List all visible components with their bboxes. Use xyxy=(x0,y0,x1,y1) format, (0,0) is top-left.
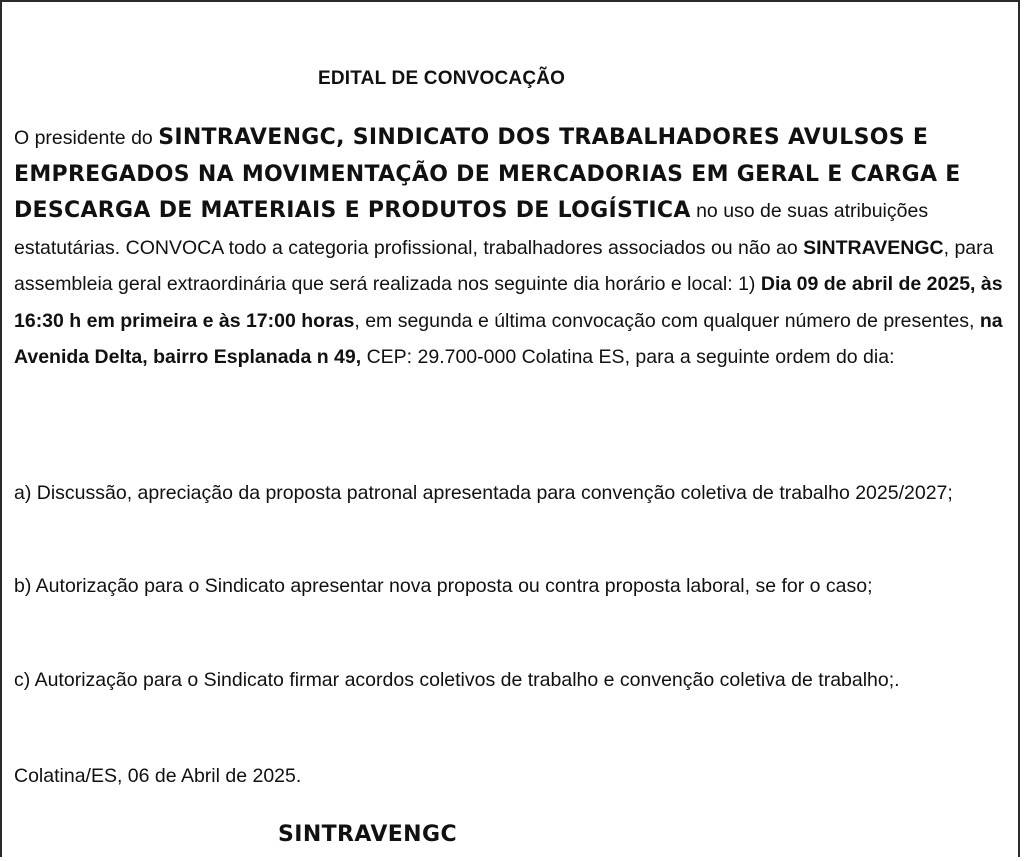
meeting-schedule: Dia 09 de abril de 2025, às 16:30 h em primeira e às 17:00 horas xyxy=(14,273,1003,332)
agenda-item-b: b) Autorização para o Sindicato apresentar nova proposta ou contra proposta laboral, se for o caso; xyxy=(14,575,873,597)
intro-text-3: , em segunda e última convocação com qualquer número de presentes, xyxy=(354,309,980,332)
intro-text-1: no uso de suas atribuições estatutárias. CONVOCA todo a categoria profissional, trabalhadores associados ou não ao xyxy=(14,200,929,259)
agenda-item-c: c) Autorização para o Sindicato firmar acordos coletivos de trabalho e convenção coletiva de trabalho;. xyxy=(14,669,900,691)
intro-text-4: CEP: 29.700-000 Colatina ES, para a seguinte ordem do dia: xyxy=(361,346,895,368)
intro-paragraph xyxy=(14,120,1010,376)
union-short-name: SINTRAVENGC xyxy=(803,236,944,259)
document-title: EDITAL DE CONVOCAÇÃO xyxy=(318,68,566,89)
union-full-name: SINTRAVENGC, SINDICATO DOS TRABALHADORES AVULSOS E EMPREGADOS NA MOVIMENTAÇÃO DE MERCADORIAS EM GERAL E CARGA E DESCARGA DE MATERIAIS E PRODUTOS DE LOGÍSTICA xyxy=(14,125,961,223)
signature: SINTRAVENGC xyxy=(278,822,457,847)
intro-text-2: , para assembleia geral extraordinária que será realizada nos seguinte dia horário e local: 1) xyxy=(14,236,994,295)
meeting-address: na Avenida Delta, bairro Esplanada n 49, xyxy=(14,309,1003,368)
intro-lead: O presidente do xyxy=(14,127,159,149)
dateline: Colatina/ES, 06 de Abril de 2025. xyxy=(14,765,302,787)
agenda-item-a: a) Discussão, apreciação da proposta patronal apresentada para convenção coletiva de trabalho 2025/2027; xyxy=(14,482,953,504)
